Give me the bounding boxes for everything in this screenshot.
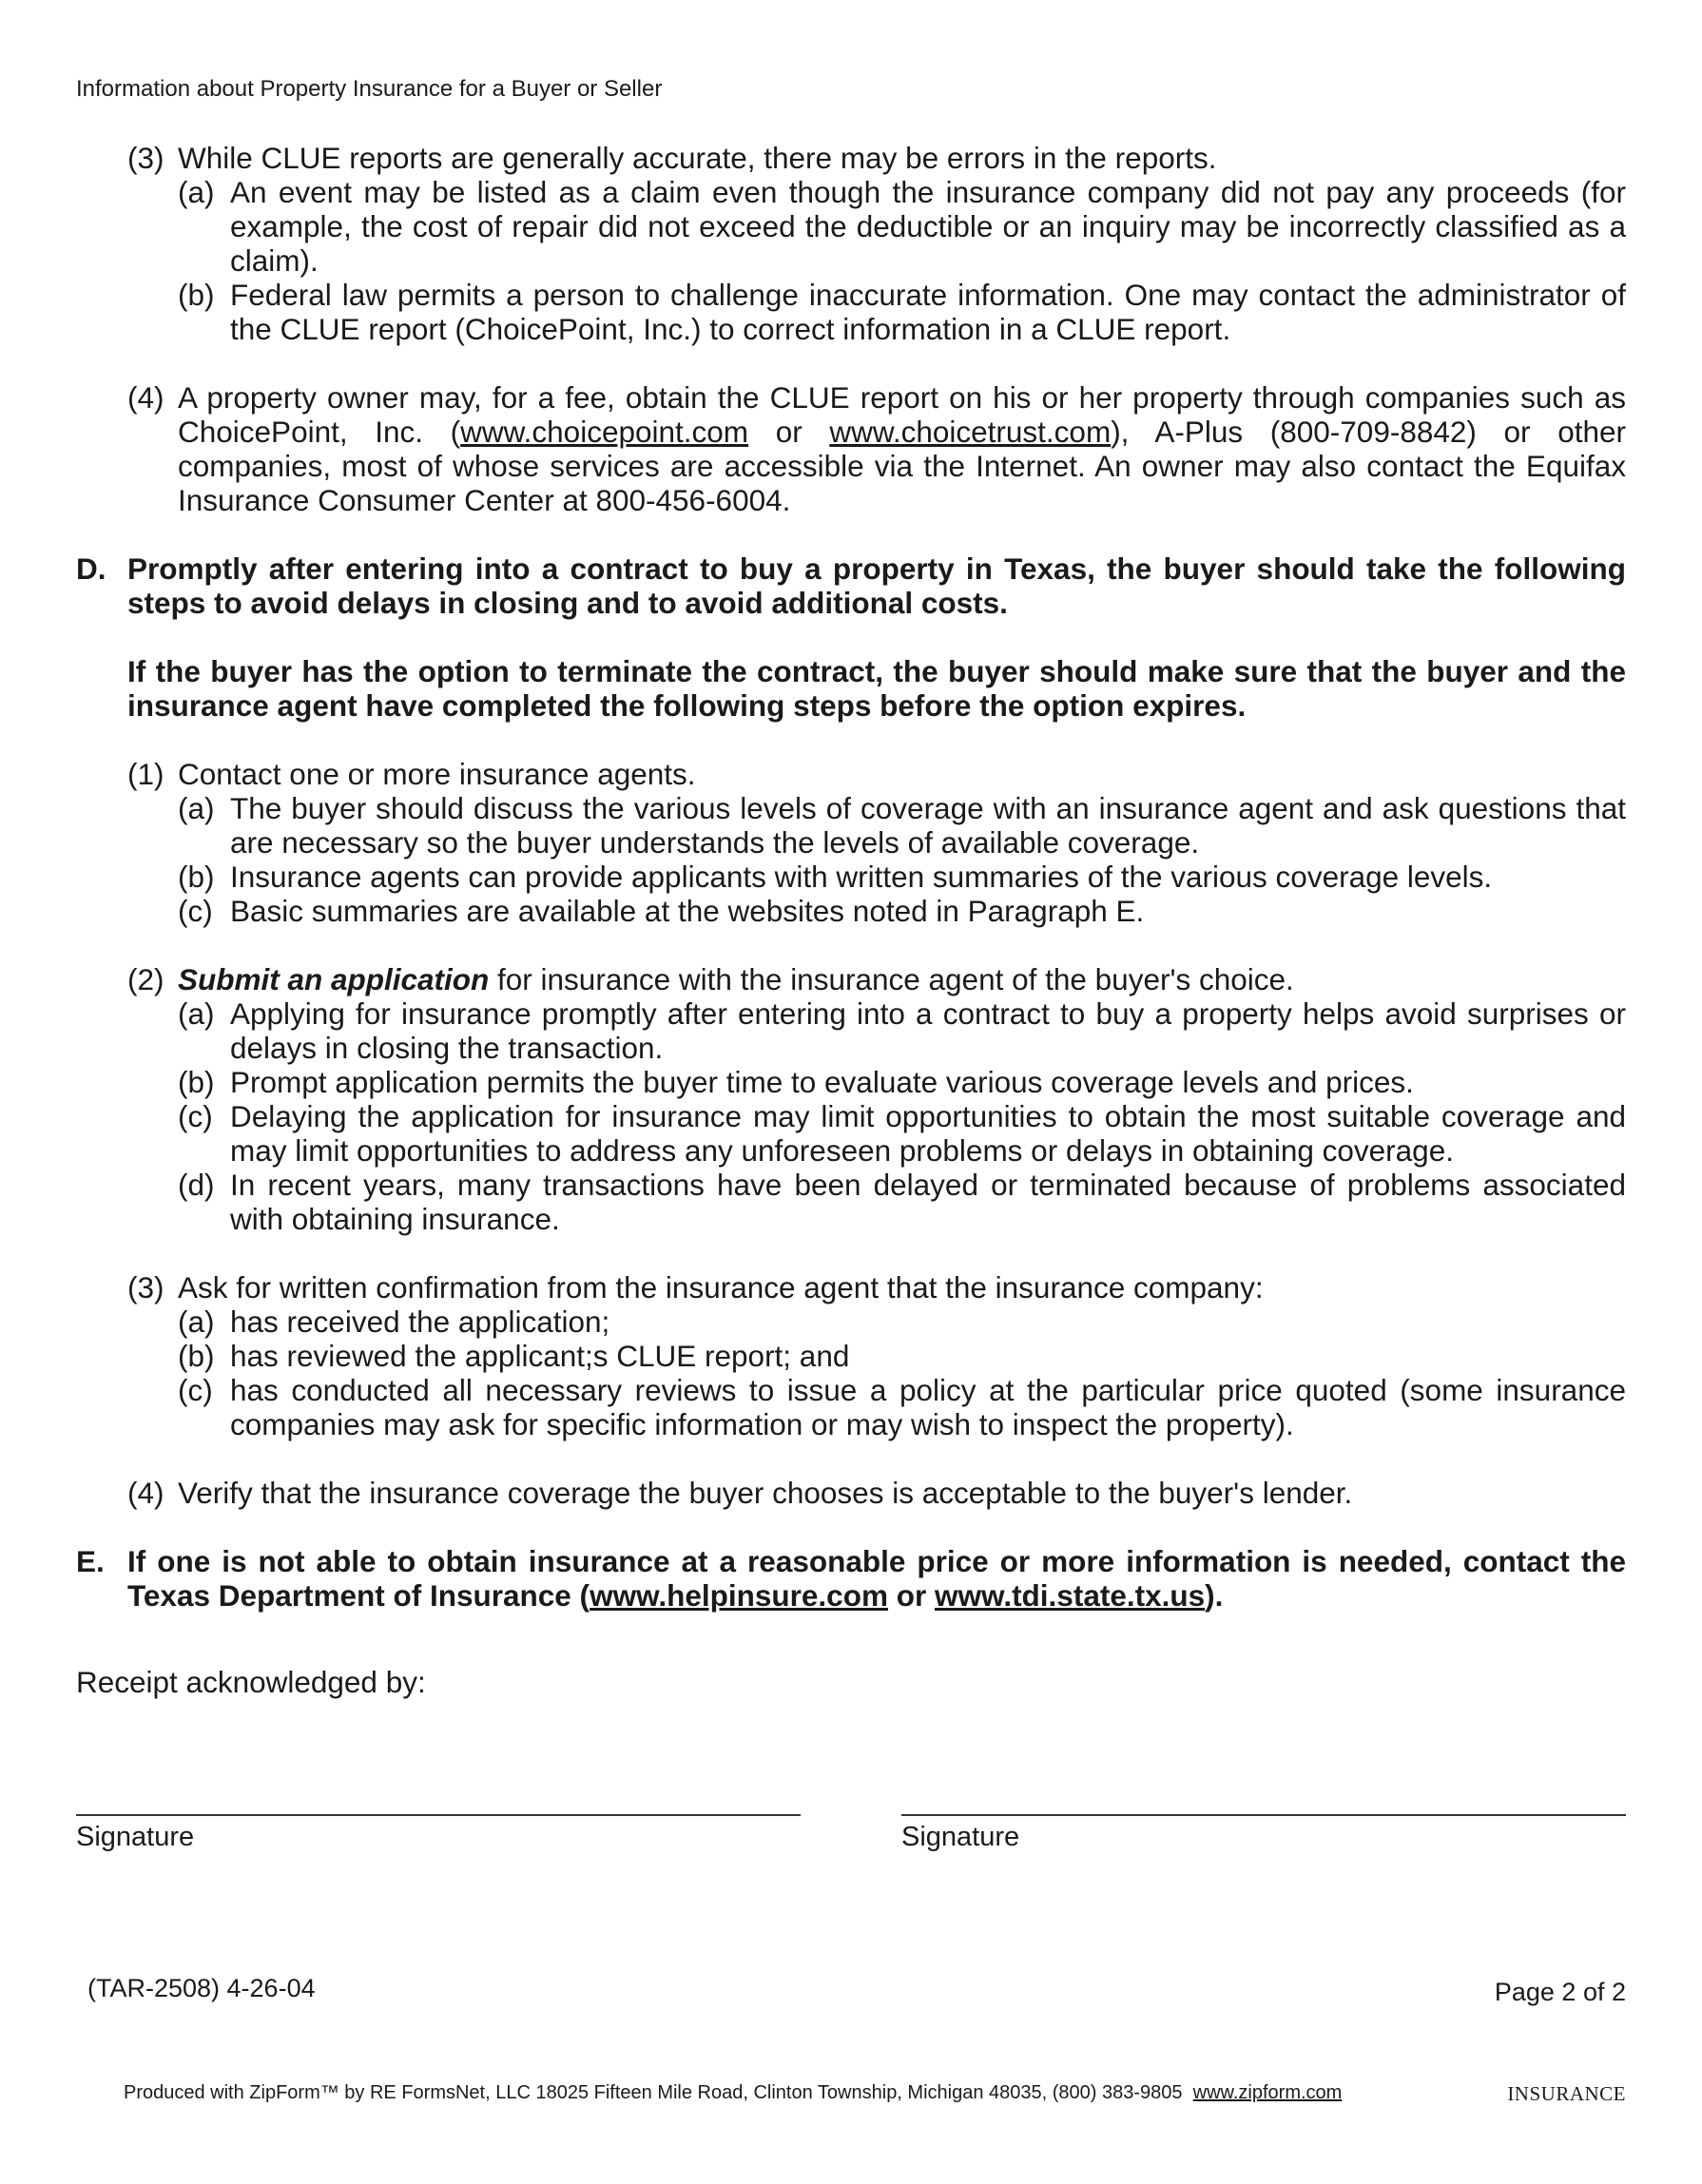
sub-letter: (a) [178, 1305, 215, 1339]
section-e [76, 1544, 1626, 1613]
sub-text: has received the application; [230, 1305, 610, 1339]
sub-letter: (b) [178, 278, 215, 312]
clue-item-3 [76, 141, 1626, 175]
item-text: A property owner may, for a fee, obtain the CLUE report on his or her property through companies such as ChoicePoint, Inc. ( [178, 380, 1626, 449]
zipform-link[interactable]: www.zipform.com [1192, 2082, 1343, 2103]
step-item-2d [76, 1168, 1626, 1236]
step-item-2 [76, 962, 1626, 996]
step-item-2c [76, 1099, 1626, 1168]
sub-letter: (b) [178, 1065, 215, 1099]
receipt-label: Receipt acknowledged by: [76, 1665, 426, 1699]
item-number: (4) [127, 380, 164, 415]
sub-letter: (c) [178, 894, 213, 928]
section-text: or [887, 1578, 935, 1613]
step-item-3b [76, 1339, 1626, 1373]
sub-text: Federal law permits a person to challenge inaccurate information. One may contact the administrator of the CLUE report (ChoicePoint, Inc.) to correct information in a CLUE report. [230, 278, 1626, 346]
page-header-title: Information about Property Insurance for a Buyer or Seller [76, 76, 663, 102]
item-text: ), A-Plus (800-709-8842) or other companies, most of whose services are accessible via the Internet. An owner may also contact the Equifax Insurance Consumer Center at 800-456-6004. [178, 415, 1626, 517]
form-code: (TAR-2508) 4-26-04 [87, 1974, 316, 2002]
step-item-3 [76, 1270, 1626, 1305]
producer-footer [124, 2082, 1342, 2104]
item-number: (4) [127, 1476, 164, 1510]
option-note-text: If the buyer has the option to terminate the contract, the buyer should make sure that the buyer and the insurance agent have completed the following steps before the option expires. [127, 654, 1626, 723]
step-item-1b [76, 860, 1626, 894]
signature-line-1[interactable] [76, 1814, 801, 1816]
item-emphasis: Submit an application [178, 962, 490, 996]
item-text: or [748, 415, 830, 449]
section-d-heading [76, 551, 1626, 620]
sub-letter: (b) [178, 860, 215, 894]
step-item-1c [76, 894, 1626, 928]
clue-item-3a [76, 175, 1626, 278]
item-number: (3) [127, 1270, 164, 1305]
sub-text: In recent years, many transactions have been delayed or terminated because of problems associated with obtaining insurance. [230, 1168, 1626, 1236]
sub-letter: (a) [178, 791, 215, 825]
section-d-option-note [76, 654, 1626, 723]
signature-label-2: Signature [901, 1822, 1020, 1852]
item-text: Ask for written confirmation from the insurance agent that the insurance company: [178, 1270, 1264, 1305]
section-letter: D. [76, 551, 106, 586]
item-number: (1) [127, 757, 164, 791]
sub-text: has conducted all necessary reviews to issue a policy at the particular price quoted (some insurance companies may ask for specific information or may wish to inspect the property). [230, 1373, 1626, 1441]
signature-line-2[interactable] [901, 1814, 1626, 1816]
sub-text: has reviewed the applicant;s CLUE report; and [230, 1339, 850, 1373]
sub-letter: (c) [178, 1099, 213, 1133]
step-item-2b [76, 1065, 1626, 1099]
step-item-1a [76, 791, 1626, 860]
step-item-2a [76, 996, 1626, 1065]
section-letter: E. [76, 1544, 105, 1578]
choicepoint-link[interactable]: www.choicepoint.com [460, 415, 749, 449]
producer-text: Produced with ZipForm™ by RE FormsNet, LLC 18025 Fifteen Mile Road, Clinton Township, Michigan 48035, (800) 383-9805 [124, 2082, 1183, 2103]
sub-text: Insurance agents can provide applicants with written summaries of the various coverage levels. [230, 860, 1493, 894]
sub-text: Basic summaries are available at the websites noted in Paragraph E. [230, 894, 1145, 928]
page-number: Page 2 of 2 [1494, 1978, 1626, 2006]
sub-text: An event may be listed as a claim even though the insurance company did not pay any proceeds (for example, the cost of repair did not exceed the deductible or an inquiry may be incorrectly classified as a claim). [230, 175, 1626, 278]
sub-letter: (c) [178, 1373, 213, 1407]
helpinsure-link[interactable]: www.helpinsure.com [590, 1578, 888, 1613]
sub-text: The buyer should discuss the various levels of coverage with an insurance agent and ask questions that are necessary so the buyer understands the levels of available coverage. [230, 791, 1626, 860]
step-item-3a [76, 1305, 1626, 1339]
clue-item-3b [76, 278, 1626, 346]
sub-text: Applying for insurance promptly after entering into a contract to buy a property helps avoid surprises or delays in closing the transaction. [230, 996, 1626, 1065]
section-heading-text: Promptly after entering into a contract to buy a property in Texas, the buyer should take the following steps to avoid delays in closing and to avoid additional costs. [127, 551, 1626, 620]
item-text: Verify that the insurance coverage the buyer chooses is acceptable to the buyer's lender. [178, 1476, 1353, 1510]
form-tag: INSURANCE [1507, 2082, 1626, 2105]
tdi-link[interactable]: www.tdi.state.tx.us [934, 1578, 1206, 1613]
sub-letter: (d) [178, 1168, 215, 1202]
section-text: ). [1205, 1578, 1224, 1613]
step-item-1 [76, 757, 1626, 791]
sub-text: Delaying the application for insurance may limit opportunities to obtain the most suitable coverage and may limit opportunities to address any unforeseen problems or delays in obtaining coverage. [230, 1099, 1626, 1168]
document-body [76, 141, 1626, 1613]
sub-letter: (a) [178, 996, 215, 1031]
sub-text: Prompt application permits the buyer time to evaluate various coverage levels and prices. [230, 1065, 1414, 1099]
signature-label-1: Signature [76, 1822, 195, 1852]
section-text: If one is not able to obtain insurance at a reasonable price or more information is needed, contact the Texas Department of Insurance ( [127, 1544, 1626, 1613]
item-text: for insurance with the insurance agent of the buyer's choice. [489, 962, 1294, 996]
item-number: (3) [127, 141, 164, 175]
choicetrust-link[interactable]: www.choicetrust.com [829, 415, 1112, 449]
step-item-4 [76, 1476, 1626, 1510]
step-item-3c [76, 1373, 1626, 1441]
item-text: Contact one or more insurance agents. [178, 757, 696, 791]
sub-letter: (b) [178, 1339, 215, 1373]
item-number: (2) [127, 962, 164, 996]
item-text: While CLUE reports are generally accurate, there may be errors in the reports. [178, 141, 1217, 175]
sub-letter: (a) [178, 175, 215, 209]
clue-item-4 [76, 380, 1626, 517]
